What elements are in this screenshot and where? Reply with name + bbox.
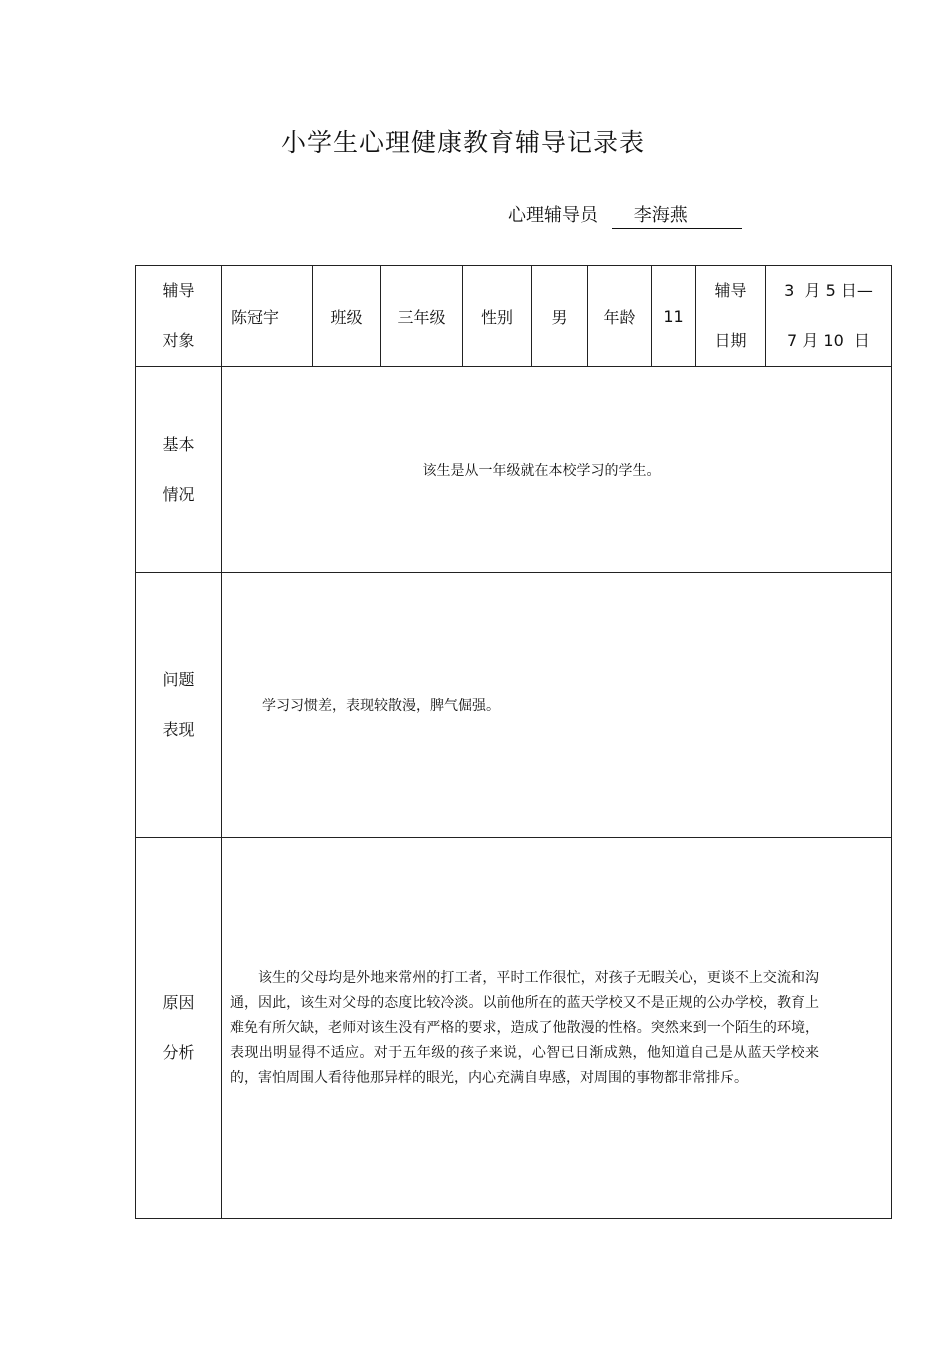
date-label-line-2: 日期 [714,331,747,350]
header-row [136,266,892,367]
problem-content [222,573,892,838]
basic-info-label-cell [136,367,222,573]
page-title: 小学生心理健康教育辅导记录表 [280,128,645,157]
analysis-label-line-1: 原因 [162,993,195,1012]
date-label-cell [696,266,766,367]
problem-text: 学习习惯差，表现较散漫，脾气倔强。 [262,698,500,714]
gender-value-cell [532,266,588,367]
class-value-cell [381,266,463,367]
date-label-line-1: 辅导 [714,281,747,300]
record-table [135,265,892,1219]
gender-label: 性别 [480,307,513,327]
student-name-cell [222,266,313,367]
analysis-label-line-2: 分析 [162,1043,195,1062]
target-label-cell [136,266,222,367]
age-label: 年龄 [603,307,636,327]
class-label: 班级 [330,307,363,327]
counselor-label: 心理辅导员 [508,205,598,226]
analysis-label-cell [136,838,222,1219]
analysis-row [136,838,892,1219]
problem-label-cell [136,573,222,838]
target-label-line-2: 对象 [162,331,195,350]
problem-label-line-1: 问题 [162,670,195,689]
date-start: 3 月 5 日— [784,281,873,300]
student-name: 陈冠宇 [231,307,280,327]
basic-info-content [222,367,892,573]
target-label-line-1: 辅导 [162,281,195,300]
class-value: 三年级 [397,307,446,327]
basic-info-label-line-1: 基本 [162,434,195,454]
age-label-cell [588,266,652,367]
basic-info-row [136,367,892,573]
date-end: 7 月 10 日 [787,331,870,350]
analysis-text: 该生的父母均是外地来常州的打工者，平时工作很忙，对孩子无暇关心，更谈不上交流和沟通，因此，该生对父母的态度比较冷淡。以前他所在的蓝天学校又不是正规的公办学校，教育上难免有所欠缺，老师对该生没有严格的要求，造成了他散漫的性格。突然来到一个陌生的环境，表现出明显得不适应。对于五年级的孩子来说，心智已日渐成熟，他知道自己是从蓝天学校来的，害怕周围人看待他那异样的眼光，内心充满自卑感，对周围的事物都非常排斥。 [230,969,819,1086]
basic-info-text: 该生是从一年级就在本校学习的学生。 [422,462,661,479]
gender-label-cell [463,266,532,367]
counselor-line [508,201,742,229]
counselor-name: 李海燕 [612,204,742,229]
class-label-cell [313,266,381,367]
problem-label-line-2: 表现 [162,720,195,739]
basic-info-label-line-2: 情况 [162,484,195,504]
analysis-content [222,838,892,1219]
age-value: 11 [663,306,684,326]
gender-value: 男 [551,307,568,327]
date-value-cell [766,266,892,367]
problem-row [136,573,892,838]
age-value-cell [652,266,696,367]
